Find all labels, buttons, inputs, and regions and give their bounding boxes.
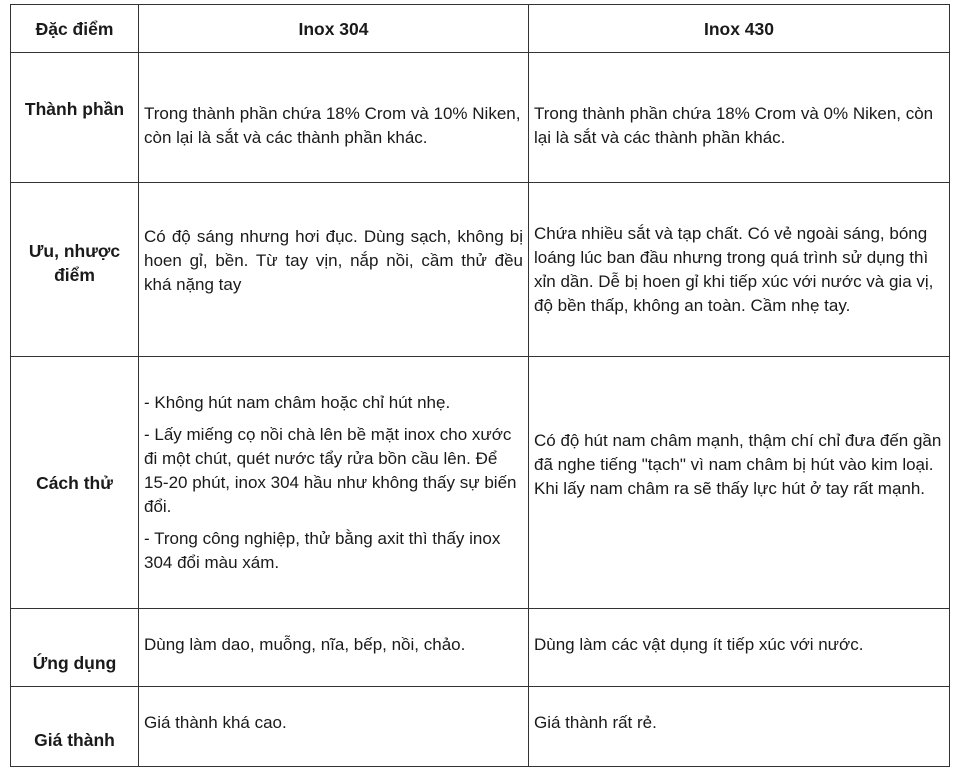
- cell-430-test-method: [529, 357, 950, 609]
- cell-text: Có độ sáng nhưng hơi đục. Dùng sạch, không bị hoen gỉ, bền. Từ tay vịn, nắp nồi, cầm thử đều khá nặng tay: [144, 226, 523, 294]
- table-row: [11, 53, 950, 183]
- table-row: [11, 183, 950, 357]
- cell-304-price: [139, 687, 529, 767]
- cell-304-application: [139, 609, 529, 687]
- cell-text: Trong thành phần chứa 18% Crom và 10% Niken, còn lại là sắt và các thành phần khác.: [144, 103, 521, 147]
- table-row: [11, 687, 950, 767]
- row-label-composition: Thành phần: [11, 53, 139, 183]
- cell-304-composition: [139, 53, 529, 183]
- cell-text: Trong thành phần chứa 18% Crom và 0% Niken, còn lại là sắt và các thành phần khác.: [534, 103, 934, 147]
- row-label-test-method: Cách thử: [11, 357, 139, 609]
- cell-text: Có độ hút nam châm mạnh, thậm chí chỉ đưa đến gần đã nghe tiếng "tạch" vì nam châm bị hút vào kim loại. Khi lấy nam châm ra sẽ thấy lực hút ở tay rất mạnh.: [534, 430, 942, 498]
- cell-304-test-method: [139, 357, 529, 609]
- cell-text: - Không hút nam châm hoặc chỉ hút nhẹ.: [144, 392, 451, 412]
- row-label-application: Ứng dụng: [11, 609, 139, 687]
- cell-text: - Lấy miếng cọ nồi chà lên bề mặt inox cho xước đi một chút, quét nước tẩy rửa bồn cầu lên. Để 15-20 phút, inox 304 hầu như không thấy sự biến đổi.: [144, 424, 517, 516]
- row-label-price: Giá thành: [11, 687, 139, 767]
- cell-430-price: [529, 687, 950, 767]
- header-inox-304: Inox 304: [139, 5, 529, 53]
- cell-304-pros-cons: [139, 183, 529, 357]
- header-inox-430: Inox 430: [529, 5, 950, 53]
- cell-text: Chứa nhiều sắt và tạp chất. Có vẻ ngoài sáng, bóng loáng lúc ban đầu nhưng trong quá trình sử dụng thì xỉn dần. Dễ bị hoen gỉ khi tiếp xúc với nước và gia vị, độ bền thấp, không an toàn. Cầm nhẹ tay.: [534, 223, 934, 315]
- cell-text: Dùng làm dao, muỗng, nĩa, bếp, nồi, chảo.: [144, 634, 466, 654]
- header-row: [11, 5, 950, 53]
- row-label-pros-cons: Ưu, nhược điểm: [11, 183, 139, 357]
- cell-430-pros-cons: [529, 183, 950, 357]
- cell-text: Dùng làm các vật dụng ít tiếp xúc với nước.: [534, 634, 864, 654]
- cell-430-application: [529, 609, 950, 687]
- header-feature: Đặc điểm: [11, 5, 139, 53]
- table-row: [11, 609, 950, 687]
- cell-text: Giá thành rất rẻ.: [534, 712, 657, 732]
- comparison-table: [10, 4, 950, 767]
- cell-text: Giá thành khá cao.: [144, 712, 287, 732]
- cell-text: - Trong công nghiệp, thử bằng axit thì thấy inox 304 đổi màu xám.: [144, 528, 501, 572]
- table-row: [11, 357, 950, 609]
- cell-430-composition: [529, 53, 950, 183]
